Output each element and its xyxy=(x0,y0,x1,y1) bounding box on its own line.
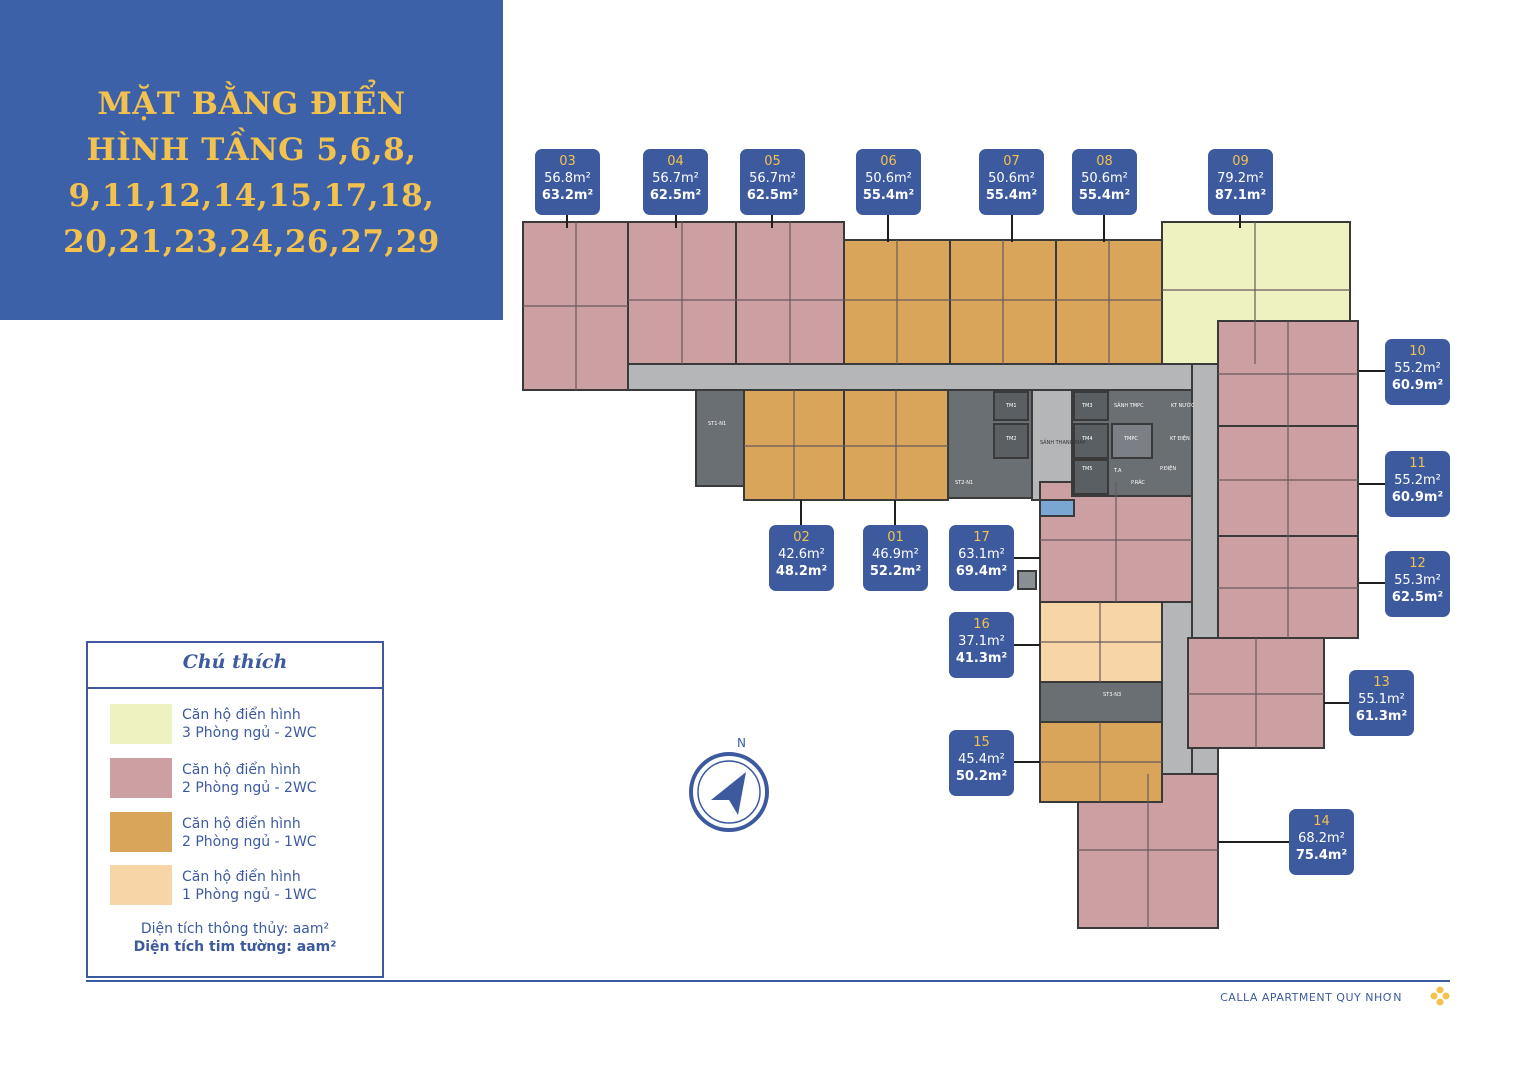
legend-item-2bed-2wc xyxy=(182,761,317,797)
p-dien-label: P.ĐIỆN xyxy=(1160,466,1177,472)
unit-number: 14 xyxy=(1313,814,1330,829)
core-south xyxy=(1040,682,1162,722)
legend-swatch-1bed-1wc xyxy=(110,865,172,905)
title-line-2: HÌNH TẦNG 5,6,8, xyxy=(86,132,417,168)
unit-area-wall: 60.9m² xyxy=(1391,378,1444,393)
unit-area-clear: 55.2m² xyxy=(1394,473,1441,488)
compass-north-label: N xyxy=(737,736,746,750)
unit-tag-17[interactable] xyxy=(949,525,1014,591)
unit-area-clear: 55.3m² xyxy=(1394,573,1441,588)
unit-number: 16 xyxy=(973,617,990,632)
stairs-2-label: ST2-N1 xyxy=(955,480,974,486)
tech-water-label: KT NƯỚC xyxy=(1171,403,1195,409)
unit-tag-02[interactable] xyxy=(769,525,834,591)
legend-note-wall-area: Diện tích tim tường: aam² xyxy=(133,939,337,955)
unit-tag-16[interactable] xyxy=(949,612,1014,678)
tm1-label: TM1 xyxy=(1006,403,1017,409)
unit-tag-03[interactable] xyxy=(535,149,600,215)
small-square xyxy=(1018,571,1036,589)
title-line-1: MẶT BẰNG ĐIỂN xyxy=(97,86,406,122)
title-line-3: 9,11,12,14,15,17,18, xyxy=(68,178,435,214)
legend-item-line2: 2 Phòng ngủ - 2WC xyxy=(182,780,317,796)
unit-area-wall: 55.4m² xyxy=(1078,188,1131,203)
unit-area-clear: 68.2m² xyxy=(1298,831,1345,846)
unit-number: 12 xyxy=(1409,556,1426,571)
unit-tag-15[interactable] xyxy=(949,730,1014,796)
legend-item-line2: 3 Phòng ngủ - 2WC xyxy=(182,725,317,741)
unit-area-wall: 50.2m² xyxy=(955,769,1008,784)
unit-area-clear: 50.6m² xyxy=(865,171,912,186)
unit-area-clear: 50.6m² xyxy=(988,171,1035,186)
unit-area-wall: 55.4m² xyxy=(985,188,1038,203)
legend-item-3bed-2wc xyxy=(182,706,317,742)
unit-tag-09[interactable] xyxy=(1208,149,1273,215)
legend xyxy=(86,641,384,978)
unit-number: 08 xyxy=(1096,154,1113,169)
unit-number: 09 xyxy=(1232,154,1249,169)
p-rac-label: P.RÁC xyxy=(1131,480,1145,486)
tm5-label: TM5 xyxy=(1082,466,1093,472)
unit-tag-08[interactable] xyxy=(1072,149,1137,215)
unit-number: 03 xyxy=(559,154,576,169)
tm3-label: TM3 xyxy=(1082,403,1093,409)
unit-tag-13[interactable] xyxy=(1349,670,1414,736)
unit-number: 07 xyxy=(1003,154,1020,169)
tech-elec-label: KT ĐIỆN xyxy=(1170,436,1190,442)
unit-area-wall: 60.9m² xyxy=(1391,490,1444,505)
legend-swatch-2bed-1wc xyxy=(110,812,172,852)
legend-swatch-2bed-2wc xyxy=(110,758,172,798)
unit-area-clear: 79.2m² xyxy=(1217,171,1264,186)
stair-west xyxy=(696,390,744,486)
unit-number: 17 xyxy=(973,530,990,545)
unit-tag-14[interactable] xyxy=(1289,809,1354,875)
unit-tag-06[interactable] xyxy=(856,149,921,215)
unit-number: 13 xyxy=(1373,675,1390,690)
unit-area-wall: 62.5m² xyxy=(1391,590,1444,605)
corridor-hatch xyxy=(1040,500,1074,516)
legend-swatch-3bed-2wc xyxy=(110,704,172,744)
legend-title: Chú thích xyxy=(182,651,288,673)
legend-item-line1: Căn hộ điển hình xyxy=(182,762,301,778)
unit-area-clear: 55.2m² xyxy=(1394,361,1441,376)
unit-number: 11 xyxy=(1409,456,1426,471)
corridor-main xyxy=(628,364,1218,390)
unit-tag-12[interactable] xyxy=(1385,551,1450,617)
unit-tag-05[interactable] xyxy=(740,149,805,215)
unit-area-wall: 52.2m² xyxy=(869,564,922,579)
unit-area-wall: 48.2m² xyxy=(775,564,828,579)
stairs-3-label: ST3-N3 xyxy=(1103,692,1122,698)
unit-number: 15 xyxy=(973,735,990,750)
legend-item-line1: Căn hộ điển hình xyxy=(182,869,301,885)
unit-area-wall: 61.3m² xyxy=(1355,709,1408,724)
unit-area-clear: 56.7m² xyxy=(652,171,699,186)
unit-area-clear: 45.4m² xyxy=(958,752,1005,767)
ta-label: T.A xyxy=(1114,468,1122,474)
legend-note-clear-area: Diện tích thông thủy: aam² xyxy=(140,921,330,937)
footer-divider xyxy=(86,980,1450,982)
unit-number: 04 xyxy=(667,154,684,169)
legend-item-line1: Căn hộ điển hình xyxy=(182,816,301,832)
stairs-1-label: ST1-N1 xyxy=(708,421,727,427)
title-line-4: 20,21,23,24,26,27,29 xyxy=(63,224,440,260)
tmpc-label: TMPC xyxy=(1124,436,1138,442)
unit-tag-01[interactable] xyxy=(863,525,928,591)
unit-area-clear: 46.9m² xyxy=(872,547,919,562)
unit-area-clear: 42.6m² xyxy=(778,547,825,562)
unit-area-clear: 37.1m² xyxy=(958,634,1005,649)
footer-brand: CALLA APARTMENT QUY NHƠN xyxy=(1220,991,1402,1004)
unit-area-wall: 87.1m² xyxy=(1214,188,1267,203)
unit-area-wall: 69.4m² xyxy=(955,564,1008,579)
flower-logo-icon xyxy=(1430,986,1450,1006)
legend-item-1bed-1wc xyxy=(182,868,317,904)
unit-tag-10[interactable] xyxy=(1385,339,1450,405)
legend-item-line2: 1 Phòng ngủ - 1WC xyxy=(182,887,317,903)
elevator-hall-label: SẢNH THANG MÁY xyxy=(1040,440,1086,446)
unit-tag-07[interactable] xyxy=(979,149,1044,215)
unit-area-wall: 55.4m² xyxy=(862,188,915,203)
unit-tag-11[interactable] xyxy=(1385,451,1450,517)
unit-area-clear: 50.6m² xyxy=(1081,171,1128,186)
compass-icon xyxy=(691,754,767,830)
unit-number: 02 xyxy=(793,530,810,545)
unit-area-wall: 75.4m² xyxy=(1295,848,1348,863)
unit-area-wall: 62.5m² xyxy=(746,188,799,203)
unit-area-wall: 62.5m² xyxy=(649,188,702,203)
unit-area-clear: 56.7m² xyxy=(749,171,796,186)
tm4-label: TM4 xyxy=(1082,436,1093,442)
legend-item-line1: Căn hộ điển hình xyxy=(182,707,301,723)
unit-area-wall: 63.2m² xyxy=(541,188,594,203)
legend-divider xyxy=(88,687,382,689)
unit-area-clear: 55.1m² xyxy=(1358,692,1405,707)
tm2-label: TM2 xyxy=(1006,436,1017,442)
sanh-tmpc-label: SẢNH TMPC xyxy=(1114,403,1144,409)
unit-number: 01 xyxy=(887,530,904,545)
unit-number: 10 xyxy=(1409,344,1426,359)
unit-area-wall: 41.3m² xyxy=(955,651,1008,666)
legend-item-line2: 2 Phòng ngủ - 1WC xyxy=(182,834,317,850)
unit-number: 05 xyxy=(764,154,781,169)
unit-area-clear: 56.8m² xyxy=(544,171,591,186)
plan-shapes xyxy=(523,222,1358,928)
unit-number: 06 xyxy=(880,154,897,169)
unit-tag-04[interactable] xyxy=(643,149,708,215)
unit-area-clear: 63.1m² xyxy=(958,547,1005,562)
legend-item-2bed-1wc xyxy=(182,815,317,851)
